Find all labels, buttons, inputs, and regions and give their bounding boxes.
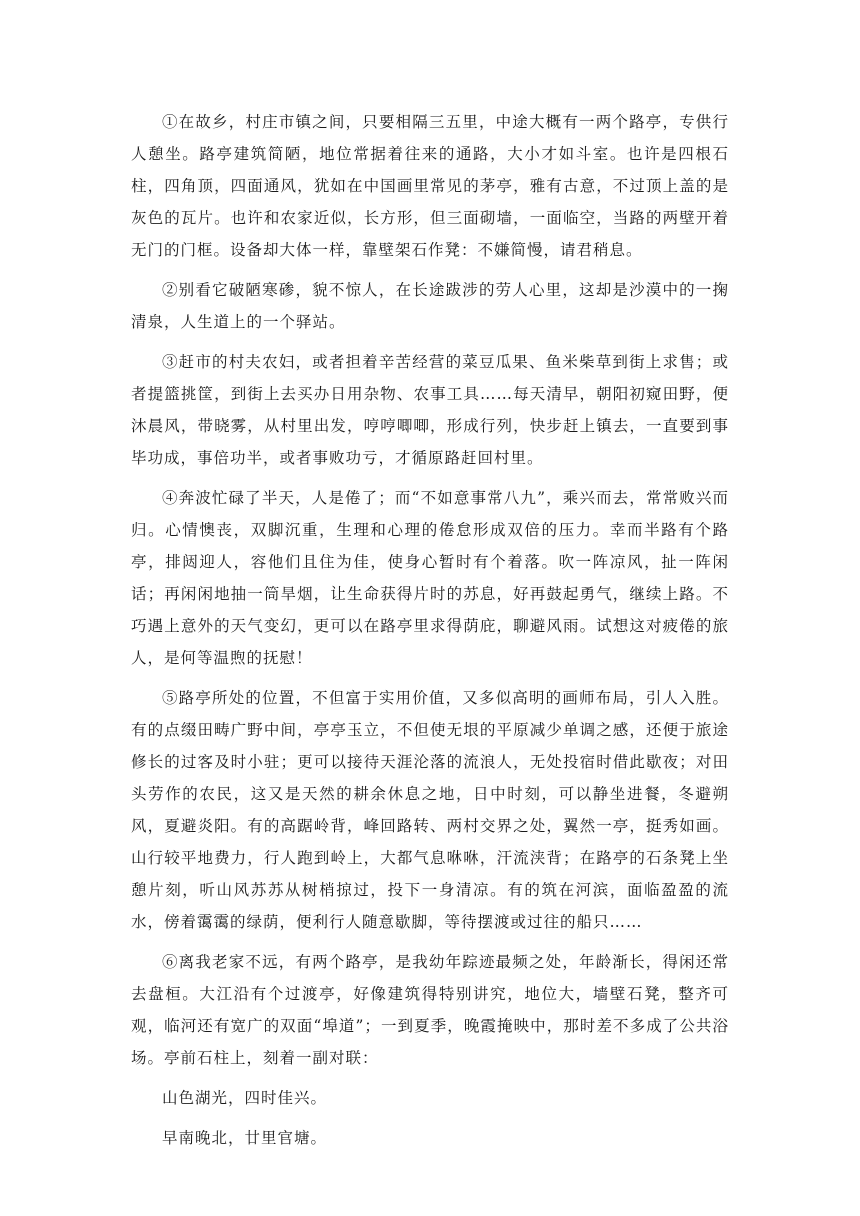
paragraph-6: ⑥离我老家不远，有两个路亭，是我幼年踪迹最频之处，年龄渐长，得闲还常去盘桓。大江沿有个过渡亭，好像建筑得特别讲究，地位大，墙壁石凳，整齐可观，临河还有宽广的双面“埠道”；一到夏季，晚霞掩映中，那时差不多成了公共浴场。亭前石柱上，刻着一副对联： (131, 953, 729, 1067)
paragraph-1: ①在故乡，村庄市镇之间，只要相隔三五里，中途大概有一两个路亭，专供行人憩坐。路亭建筑简陋，地位常据着往来的通路，大小才如斗室。也许是四根石柱，四角顶，四面通风，犹如在中国画里常见的茅亭，雅有古意，不过顶上盖的是灰色的瓦片。也许和农家近似，长方形，但三面砌墙，一面临空，当路的两壁开着无门的门框。设备却大体一样，靠壁架石作凳：不嫌简慢，请君稍息。 (131, 113, 729, 259)
paragraph-4: ④奔波忙碌了半天，人是倦了；而“不如意事常八九”，乘兴而去，常常败兴而归。心情懊丧，双脚沉重，生理和心理的倦怠形成双倍的压力。幸而半路有个路亭，排闼迎人，容他们且住为佳，使身心暂时有个着落。吹一阵凉风，扯一阵闲话；再闲闲地抽一筒旱烟，让生命获得片时的苏息，好再鼓起勇气，继续上路。不巧遇上意外的天气变幻，更可以在路亭里求得荫庇，聊避风雨。试想这对疲倦的旅人，是何等温煦的抚慰！ (131, 489, 729, 667)
paragraph-2: ②别看它破陋寒碜，貌不惊人，在长途跋涉的劳人心里，这却是沙漠中的一掬清泉，人生道上的一个驿站。 (131, 281, 729, 331)
paragraph-3: ③赶市的村夫农妇，或者担着辛苦经营的菜豆瓜果、鱼米柴草到街上求售；或者提篮挑筐，到街上去买办日用杂物、农事工具……每天清早，朝阳初窥田野，便沐晨风，带晓雾，从村里出发，哼哼唧唧，形成行列，快步赶上镇去，一直要到事毕功成，事倍功半，或者事败功亏，才循原路赶回村里。 (131, 353, 729, 467)
paragraph-5: ⑤路亭所处的位置，不但富于实用价值，又多似高明的画师布局，引人入胜。有的点缀田畴广野中间，亭亭玉立，不但使无垠的平原减少单调之感，还便于旅途修长的过客及时小驻；更可以接待天涯沦落的流浪人，无处投宿时借此歇夜；对田头劳作的农民，这又是天然的耕余休息之地，日中时刻，可以静坐进餐，冬避朔风，夏避炎阳。有的高踞岭背，峰回路转、两村交界之处，翼然一亭，挺秀如画。山行较平地费力，行人跑到岭上，大都气息咻咻，汗流浃背；在路亭的石条凳上坐憩片刻，听山风苏苏从树梢掠过，投下一身清凉。有的筑在河滨，面临盈盈的流水，傍着霭霭的绿荫，便利行人随意歇脚，等待摆渡或过往的船只…… (131, 689, 729, 931)
couplet-line-2: 早南晚北，廿里官塘。 (162, 1129, 328, 1147)
document-page (131, 106, 729, 1162)
couplet-line-1: 山色湖光，四时佳兴。 (162, 1089, 328, 1107)
